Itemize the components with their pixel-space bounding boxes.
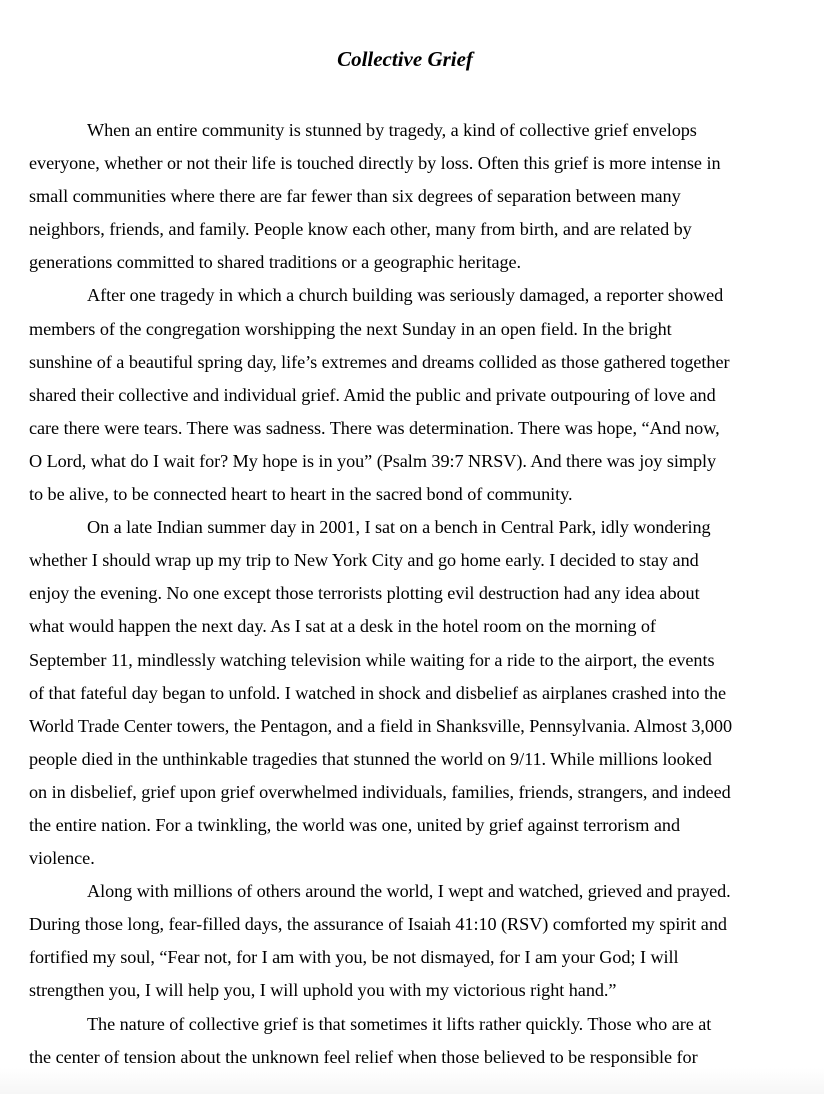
text-line: on in disbelief, grief upon grief overwhelmed individuals, families, friends, strangers, and indeed <box>29 781 731 802</box>
text-line: members of the congregation worshipping the next Sunday in an open field. In the bright <box>29 318 672 339</box>
document-body <box>29 116 809 1076</box>
paragraph-first-line: After one tragedy in which a church building was seriously damaged, a reporter showed <box>87 285 724 306</box>
text-line: the entire nation. For a twinkling, the world was one, united by grief against terrorism and <box>29 814 681 835</box>
text-line: the center of tension about the unknown feel relief when those believed to be responsible for <box>29 1046 698 1067</box>
text-line: sunshine of a beautiful spring day, life’s extremes and dreams collided as those gathered together <box>29 351 730 372</box>
text-line: generations committed to shared traditions or a geographic heritage. <box>29 252 522 273</box>
text-line: September 11, mindlessly watching television while waiting for a ride to the airport, the events <box>29 649 715 670</box>
text-line: O Lord, what do I wait for? My hope is in you” (Psalm 39:7 NRSV). And there was joy simply <box>29 450 717 471</box>
text-line: whether I should wrap up my trip to New York City and go home early. I decided to stay and <box>29 550 699 571</box>
text-line: World Trade Center towers, the Pentagon, and a field in Shanksville, Pennsylvania. Almost 3,000 <box>29 715 733 736</box>
text-line: of that fateful day began to unfold. I watched in shock and disbelief as airplanes crashed into the <box>29 682 727 703</box>
text-line: strengthen you, I will help you, I will uphold you with my victorious right hand.” <box>29 980 617 1001</box>
text-line: care there were tears. There was sadness. There was determination. There was hope, “And now, <box>29 417 720 438</box>
text-line: During those long, fear-filled days, the assurance of Isaiah 41:10 (RSV) comforted my spirit and <box>29 914 727 935</box>
text-line: fortified my soul, “Fear not, for I am with you, be not dismayed, for I am your God; I will <box>29 947 679 968</box>
page-bottom-fade <box>0 1068 824 1094</box>
text-line: neighbors, friends, and family. People know each other, many from birth, and are related by <box>29 219 692 240</box>
paragraph-first-line: When an entire community is stunned by tragedy, a kind of collective grief envelops <box>87 120 697 140</box>
text-line: people died in the unthinkable tragedies that stunned the world on 9/11. While millions looked <box>29 748 712 769</box>
paragraph-first-line: The nature of collective grief is that sometimes it lifts rather quickly. Those who are at <box>87 1013 712 1034</box>
text-line: everyone, whether or not their life is touched directly by loss. Often this grief is more intense in <box>29 153 721 174</box>
text-line: shared their collective and individual grief. Amid the public and private outpouring of love and <box>29 384 716 405</box>
text-line: what would happen the next day. As I sat at a desk in the hotel room on the morning of <box>29 616 656 637</box>
paragraph-first-line: On a late Indian summer day in 2001, I sat on a bench in Central Park, idly wondering <box>87 517 711 538</box>
text-line: violence. <box>29 848 95 869</box>
paragraph-first-line: Along with millions of others around the world, I wept and watched, grieved and prayed. <box>87 881 731 902</box>
document-title: Collective Grief <box>337 47 473 71</box>
text-line: small communities where there are far fewer than six degrees of separation between many <box>29 186 681 207</box>
text-line: to be alive, to be connected heart to heart in the sacred bond of community. <box>29 484 573 505</box>
text-line: enjoy the evening. No one except those terrorists plotting evil destruction had any idea about <box>29 583 700 604</box>
